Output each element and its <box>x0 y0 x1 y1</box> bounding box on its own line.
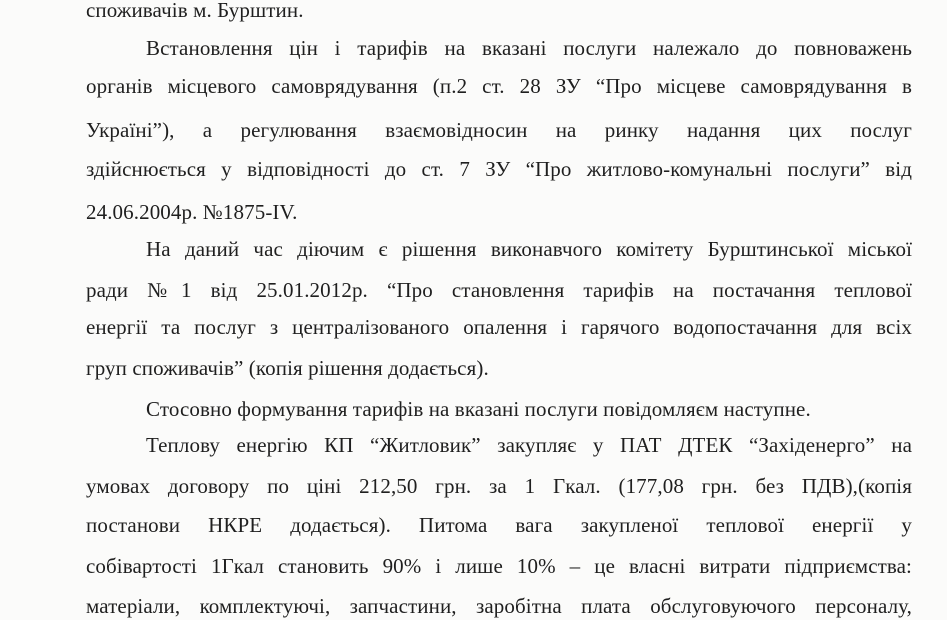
text-line-15: собівартості 1Гкал становить 90% і лише 10% – це власні витрати підприємства: <box>86 554 912 578</box>
text-line-11: Стосовно формування тарифів на вказані послуги повідомляєм наступне. <box>146 397 811 421</box>
text-line-7: На даний час діючим є рішення виконавчого комітету Бурштинської міської <box>146 237 912 261</box>
text-line-10: груп споживачів” (копія рішення додається). <box>86 356 489 380</box>
text-line-3: органів місцевого самоврядування (п.2 ст. 28 ЗУ “Про місцеве самоврядування в <box>86 74 912 98</box>
text-line-2: Встановлення цін і тарифів на вказані послуги належало до повноважень <box>146 36 912 60</box>
text-line-14: постанови НКРЕ додається). Питома вага закупленої теплової енергії у <box>86 513 912 537</box>
text-line-5: здійснюється у відповідності до ст. 7 ЗУ “Про житлово-комунальні послуги” від <box>86 157 912 181</box>
text-line-6: 24.06.2004р. №1875-IV. <box>86 200 298 224</box>
text-line-4: Україні”), а регулювання взаємовідносин на ринку надання цих послуг <box>86 118 912 142</box>
text-line-9: енергії та послуг з централізованого опалення і гарячого водопостачання для всіх <box>86 315 912 339</box>
text-line-1: споживачів м. Бурштин. <box>86 0 304 22</box>
text-line-8: ради №1 від 25.01.2012р. “Про становлення тарифів на постачання теплової <box>86 278 912 302</box>
text-line-16: матеріали, комплектуючі, запчастини, заробітна плата обслуговуючого персоналу, <box>86 594 912 618</box>
text-line-13: умовах договору по ціні 212,50 грн. за 1 Гкал. (177,08 грн. без ПДВ),(копія <box>86 474 912 498</box>
text-line-12: Теплову енергію КП “Житловик” закупляє у ПАТ ДТЕК “Західенерго” на <box>146 433 912 457</box>
